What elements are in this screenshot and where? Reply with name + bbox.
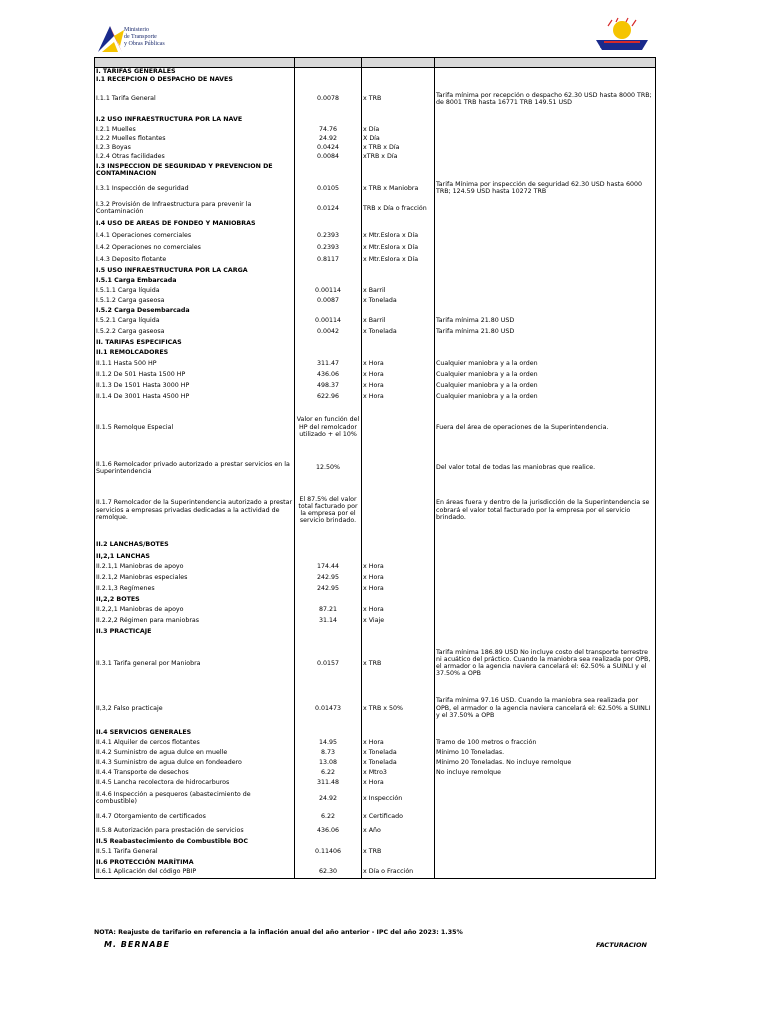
remark-cell <box>435 241 656 253</box>
item-cell: II,2,1 LANCHAS <box>95 551 295 561</box>
remark-cell <box>435 845 656 858</box>
unit-cell <box>362 114 435 125</box>
item-cell: I.2.1 Muelles <box>95 125 295 134</box>
value-cell: 74.76 <box>295 125 362 134</box>
unit-cell: x Hora <box>362 572 435 583</box>
table-row <box>95 178 656 198</box>
remark-cell: En áreas fuera y dentro de la jurisdicción de la Superintendencia se cobrará el valor total facturado por la empresa por el servicio brindado. <box>435 483 656 537</box>
table-row <box>95 561 656 572</box>
item-cell: II.5 Reabastecimiento de Combustible BOC <box>95 837 295 845</box>
item-cell: II.2,2,1 Maniobras de apoyo <box>95 604 295 615</box>
remark-cell: Tarifa mínima 186.89 USD No incluye costo del transporte terrestre ni acuático del práctico. Cuando la maniobra sea realizada por OPB, el armador o la agencia naviera cancelará el: 62.50% a SUINLI y el 37.50% a OPB <box>435 637 656 689</box>
table-row <box>95 265 656 275</box>
table-row <box>95 295 656 305</box>
remark-cell <box>435 285 656 295</box>
unit-cell: x Mtro3 <box>362 767 435 777</box>
table-row <box>95 845 656 858</box>
value-cell <box>295 727 362 737</box>
table-row <box>95 241 656 253</box>
unit-cell <box>362 483 435 537</box>
unit-cell: x Tonelada <box>362 295 435 305</box>
item-cell: II.1.1 Hasta 500 HP <box>95 358 295 369</box>
table-row <box>95 114 656 125</box>
item-cell: I.5.2 Carga Desembarcada <box>95 305 295 315</box>
value-cell: 14.95 <box>295 737 362 747</box>
item-cell: II.4.3 Suministro de agua dulce en fondeadero <box>95 757 295 767</box>
value-cell: 0.0157 <box>295 637 362 689</box>
item-cell: I.5.2.1 Carga líquida <box>95 315 295 325</box>
remark-cell <box>435 727 656 737</box>
table-row <box>95 305 656 315</box>
item-cell: II.1 REMOLCADORES <box>95 347 295 358</box>
unit-cell: x Tonelada <box>362 325 435 337</box>
remark-cell <box>435 253 656 265</box>
remark-cell: Tarifa mínima por recepción o despacho 62.30 USD hasta 8000 TRB; de 8001 TRB hasta 16771 TRB 149.51 USD <box>435 83 656 114</box>
remark-cell <box>435 152 656 161</box>
value-cell: 498.37 <box>295 380 362 391</box>
table-row <box>95 198 656 218</box>
remark-cell: Tarifa Mínima por inspección de seguridad 62.30 USD hasta 6000 TRB; 124.59 USD hasta 10272 TRB <box>435 178 656 198</box>
item-cell: I.5.1.2 Carga gaseosa <box>95 295 295 305</box>
table-row <box>95 604 656 615</box>
remark-cell: Tarifa mínima 97.16 USD. Cuando la maniobra sea realizada por OPB, el armador o la agencia naviera cancelará el: 62.50% a SUINLI y el 37.50% a OPB <box>435 689 656 727</box>
value-cell: 0.0424 <box>295 143 362 152</box>
suinli-ship-logo-icon <box>590 16 654 56</box>
item-cell: II.2.2,2 Régimen para maniobras <box>95 615 295 626</box>
item-cell: I.4.2 Operaciones no comerciales <box>95 241 295 253</box>
value-cell <box>295 305 362 315</box>
value-cell: 311.48 <box>295 777 362 787</box>
remark-cell <box>435 626 656 637</box>
remark-cell <box>435 615 656 626</box>
table-row <box>95 837 656 845</box>
value-cell <box>295 75 362 83</box>
table-row <box>95 583 656 594</box>
item-cell: II.4.5 Lancha recolectora de hidrocarburos <box>95 777 295 787</box>
value-cell: 31.14 <box>295 615 362 626</box>
remark-cell: Tarifa mínima 21.80 USD <box>435 325 656 337</box>
remark-cell <box>435 75 656 83</box>
item-cell: II.1.2 De 501 Hasta 1500 HP <box>95 369 295 380</box>
item-cell: I.5 USO INFRAESTRUCTURA POR LA CARGA <box>95 265 295 275</box>
item-cell: I.1.1 Tarifa General <box>95 83 295 114</box>
table-row <box>95 727 656 737</box>
remark-cell: Del valor total de todas las maniobras que realice. <box>435 452 656 483</box>
remark-cell: Cualquier maniobra y a la orden <box>435 358 656 369</box>
unit-cell: x Barril <box>362 315 435 325</box>
table-row <box>95 615 656 626</box>
value-cell: 13.08 <box>295 757 362 767</box>
remark-cell <box>435 809 656 823</box>
item-cell: II.4.2 Suministro de agua dulce en muelle <box>95 747 295 757</box>
remark-cell <box>435 218 656 229</box>
table-row <box>95 253 656 265</box>
table-row <box>95 787 656 809</box>
item-cell: I.3.2 Provisión de Infraestructura para prevenir la Contaminación <box>95 198 295 218</box>
item-cell: I.3.1 Inspección de seguridad <box>95 178 295 198</box>
unit-cell: x TRB x 50% <box>362 689 435 727</box>
unit-cell <box>362 626 435 637</box>
unit-cell: x Viaje <box>362 615 435 626</box>
item-cell: II.3 PRACTICAJE <box>95 626 295 637</box>
unit-cell <box>362 402 435 452</box>
unit-cell: x Tonelada <box>362 747 435 757</box>
table-row <box>95 452 656 483</box>
item-cell: II.2.1,1 Maniobras de apoyo <box>95 561 295 572</box>
remark-cell <box>435 198 656 218</box>
item-cell: I.5.1 Carga Embarcada <box>95 275 295 285</box>
value-cell: 0.01473 <box>295 689 362 727</box>
table-row <box>95 537 656 551</box>
item-cell: II.4.4 Transporte de desechos <box>95 767 295 777</box>
unit-cell <box>362 68 435 76</box>
unit-cell: x Barril <box>362 285 435 295</box>
unit-cell <box>362 347 435 358</box>
table-row <box>95 747 656 757</box>
table-row <box>95 161 656 178</box>
table-row <box>95 689 656 727</box>
table-row <box>95 391 656 402</box>
value-cell: 242.95 <box>295 572 362 583</box>
remark-cell <box>435 572 656 583</box>
value-cell: 0.00114 <box>295 285 362 295</box>
table-row <box>95 285 656 295</box>
item-cell: II.2 LANCHAS/BOTES <box>95 537 295 551</box>
remark-cell <box>435 337 656 347</box>
remark-cell <box>435 161 656 178</box>
table-row <box>95 125 656 134</box>
table-row <box>95 777 656 787</box>
remark-cell: Tramo de 100 metros o fracción <box>435 737 656 747</box>
item-cell: I.2 USO INFRAESTRUCTURA POR LA NAVE <box>95 114 295 125</box>
value-cell: 622.96 <box>295 391 362 402</box>
value-cell: 8.73 <box>295 747 362 757</box>
inflation-note: NOTA: Reajuste de tarifario en referencia a la inflación anual del año anterior - IPC del año 2023: 1.35% <box>94 929 463 936</box>
unit-cell: xTRB x Día <box>362 152 435 161</box>
table-row <box>95 402 656 452</box>
table-row <box>95 626 656 637</box>
remark-cell <box>435 604 656 615</box>
unit-cell: X Día <box>362 134 435 143</box>
remark-cell <box>435 295 656 305</box>
value-cell: 6.22 <box>295 767 362 777</box>
item-cell: II.1.6 Remolcador privado autorizado a prestar servicios en la Superintendencia <box>95 452 295 483</box>
remark-cell <box>435 787 656 809</box>
remark-cell <box>435 823 656 837</box>
table-row <box>95 637 656 689</box>
value-cell <box>295 858 362 866</box>
value-cell <box>295 265 362 275</box>
value-cell <box>295 114 362 125</box>
item-cell: II.2.1,2 Maniobras especiales <box>95 572 295 583</box>
item-cell: II.5.1 Tarifa General <box>95 845 295 858</box>
remark-cell: Mínimo 10 Toneladas. <box>435 747 656 757</box>
table-row <box>95 347 656 358</box>
unit-cell: x Mtr.Eslora x Día <box>362 253 435 265</box>
value-cell <box>295 218 362 229</box>
remark-cell <box>435 229 656 241</box>
unit-cell: x Hora <box>362 369 435 380</box>
value-cell: 436.06 <box>295 823 362 837</box>
remark-cell <box>435 143 656 152</box>
value-cell: 0.2393 <box>295 229 362 241</box>
value-cell <box>295 347 362 358</box>
header-cell <box>295 58 362 68</box>
table-row <box>95 218 656 229</box>
remark-cell: Cualquier maniobra y a la orden <box>435 391 656 402</box>
unit-cell: x Hora <box>362 380 435 391</box>
value-cell: 0.11406 <box>295 845 362 858</box>
remark-cell <box>435 866 656 878</box>
table-row <box>95 380 656 391</box>
table-row <box>95 866 656 878</box>
ministry-line-2: de Transporte <box>124 34 157 40</box>
unit-cell: x Día <box>362 125 435 134</box>
value-cell: 174.44 <box>295 561 362 572</box>
table-row <box>95 143 656 152</box>
unit-cell <box>362 161 435 178</box>
value-cell: 24.92 <box>295 787 362 809</box>
value-cell: 0.00114 <box>295 315 362 325</box>
value-cell <box>295 551 362 561</box>
value-cell: 0.0124 <box>295 198 362 218</box>
item-cell: II. TARIFAS ESPECIFICAS <box>95 337 295 347</box>
item-cell: II.2.1,3 Regímenes <box>95 583 295 594</box>
unit-cell: TRB x Día o fracción <box>362 198 435 218</box>
table-row <box>95 275 656 285</box>
value-cell: 12.50% <box>295 452 362 483</box>
item-cell: I.1 RECEPCION O DESPACHO DE NAVES <box>95 75 295 83</box>
value-cell: 0.0105 <box>295 178 362 198</box>
value-cell: 6.22 <box>295 809 362 823</box>
table-row <box>95 483 656 537</box>
page-header <box>0 0 768 60</box>
suinli-logo-text: SUINLI <box>600 42 630 50</box>
unit-cell <box>362 551 435 561</box>
item-cell: II.1.4 De 3001 Hasta 4500 HP <box>95 391 295 402</box>
table-row <box>95 369 656 380</box>
item-cell: II,2,2 BOTES <box>95 594 295 604</box>
unit-cell: x TRB <box>362 845 435 858</box>
unit-cell: x TRB <box>362 83 435 114</box>
value-cell: 0.0042 <box>295 325 362 337</box>
item-cell: II.4.1 Alquiler de cercos flotantes <box>95 737 295 747</box>
remark-cell <box>435 275 656 285</box>
item-cell: II,3,2 Falso practicaje <box>95 689 295 727</box>
unit-cell <box>362 537 435 551</box>
value-cell: 0.2393 <box>295 241 362 253</box>
table-row <box>95 83 656 114</box>
item-cell: I.4.3 Deposito flotante <box>95 253 295 265</box>
ministry-logo-text <box>124 27 165 48</box>
value-cell: 0.8117 <box>295 253 362 265</box>
value-cell <box>295 537 362 551</box>
unit-cell: x Inspección <box>362 787 435 809</box>
remark-cell <box>435 594 656 604</box>
ministry-line-1: Ministerio <box>124 27 149 33</box>
remark-cell: Cualquier maniobra y a la orden <box>435 369 656 380</box>
value-cell: 242.95 <box>295 583 362 594</box>
table-row <box>95 823 656 837</box>
header-cell <box>95 58 295 68</box>
unit-cell: x Año <box>362 823 435 837</box>
remark-cell: Tarifa mínima 21.80 USD <box>435 315 656 325</box>
table-row <box>95 767 656 777</box>
table-row <box>95 315 656 325</box>
table-row <box>95 325 656 337</box>
unit-cell <box>362 275 435 285</box>
table-row <box>95 572 656 583</box>
value-cell: 311.47 <box>295 358 362 369</box>
value-cell <box>295 68 362 76</box>
item-cell: I.2.2 Muelles flotantes <box>95 134 295 143</box>
unit-cell: x Hora <box>362 561 435 572</box>
remark-cell <box>435 551 656 561</box>
item-cell: I.5.1.1 Carga líquida <box>95 285 295 295</box>
item-cell: II.6 PROTECCIÓN MARÍTIMA <box>95 858 295 866</box>
value-cell <box>295 275 362 285</box>
table-row <box>95 68 656 76</box>
unit-cell <box>362 75 435 83</box>
ministry-line-3: y Obras Públicas <box>124 41 165 47</box>
remark-cell <box>435 837 656 845</box>
remark-cell <box>435 125 656 134</box>
item-cell: I.4 USO DE AREAS DE FONDEO Y MANIOBRAS <box>95 218 295 229</box>
item-cell: II.4.6 Inspección a pesqueros (abastecimiento de combustible) <box>95 787 295 809</box>
unit-cell <box>362 594 435 604</box>
unit-cell: x TRB <box>362 637 435 689</box>
value-cell: Valor en función del HP del remolcador utilizado + el 10% <box>295 402 362 452</box>
unit-cell: x Hora <box>362 737 435 747</box>
value-cell <box>295 594 362 604</box>
table-row <box>95 337 656 347</box>
signature-name: M. BERNABE <box>104 940 170 949</box>
value-cell: 87.21 <box>295 604 362 615</box>
table-row <box>95 229 656 241</box>
unit-cell <box>362 265 435 275</box>
item-cell: I.2.4 Otras facilidades <box>95 152 295 161</box>
unit-cell: x Mtr.Eslora x Día <box>362 241 435 253</box>
unit-cell: x Día o Fracción <box>362 866 435 878</box>
item-cell: II.1.7 Remolcador de la Superintendencia autorizado a prestar servicios a empresas privadas dedicadas a la actividad de remolque. <box>95 483 295 537</box>
table-row <box>95 551 656 561</box>
remark-cell <box>435 134 656 143</box>
value-cell <box>295 161 362 178</box>
remark-cell: No incluye remolque <box>435 767 656 777</box>
unit-cell <box>362 727 435 737</box>
value-cell: 0.0084 <box>295 152 362 161</box>
value-cell: 62.30 <box>295 866 362 878</box>
table-row <box>95 809 656 823</box>
unit-cell: x Mtr.Eslora x Día <box>362 229 435 241</box>
item-cell: II.1.5 Remolque Especial <box>95 402 295 452</box>
remark-cell: Fuera del área de operaciones de la Superintendencia. <box>435 402 656 452</box>
item-cell: II.1.3 De 1501 Hasta 3000 HP <box>95 380 295 391</box>
item-cell: II.6.1 Aplicación del código PBIP <box>95 866 295 878</box>
unit-cell <box>362 858 435 866</box>
table-row <box>95 152 656 161</box>
unit-cell: x TRB x Día <box>362 143 435 152</box>
unit-cell <box>362 452 435 483</box>
table-header-row <box>95 58 656 68</box>
item-cell: II.4 SERVICIOS GENERALES <box>95 727 295 737</box>
item-cell: I.3 INSPECCION DE SEGURIDAD Y PREVENCION DE CONTAMINACION <box>95 161 295 178</box>
unit-cell: x Certificado <box>362 809 435 823</box>
header-cell <box>435 58 656 68</box>
value-cell: 0.0087 <box>295 295 362 305</box>
remark-cell <box>435 114 656 125</box>
remark-cell: Mínimo 20 Toneladas. No incluye remolque <box>435 757 656 767</box>
item-cell: I. TARIFAS GENERALES <box>95 68 295 76</box>
tariff-table <box>94 57 656 879</box>
table-row <box>95 358 656 369</box>
value-cell: El 87.5% del valor total facturado por la empresa por el servicio brindado. <box>295 483 362 537</box>
remark-cell <box>435 561 656 572</box>
remark-cell <box>435 777 656 787</box>
header-cell <box>362 58 435 68</box>
unit-cell <box>362 837 435 845</box>
table-row <box>95 594 656 604</box>
remark-cell <box>435 265 656 275</box>
item-cell: II.4.7 Otorgamiento de certificados <box>95 809 295 823</box>
unit-cell: x Hora <box>362 358 435 369</box>
remark-cell <box>435 68 656 76</box>
value-cell <box>295 837 362 845</box>
item-cell: I.4.1 Operaciones comerciales <box>95 229 295 241</box>
table-row <box>95 858 656 866</box>
item-cell: II.5.8 Autorización para prestación de servicios <box>95 823 295 837</box>
unit-cell: x Hora <box>362 583 435 594</box>
value-cell <box>295 337 362 347</box>
value-cell <box>295 626 362 637</box>
value-cell: 436.06 <box>295 369 362 380</box>
item-cell: I.2.3 Boyas <box>95 143 295 152</box>
item-cell: I.5.2.2 Carga gaseosa <box>95 325 295 337</box>
unit-cell: x Tonelada <box>362 757 435 767</box>
remark-cell <box>435 305 656 315</box>
unit-cell <box>362 305 435 315</box>
department-label: FACTURACION <box>596 941 647 949</box>
table-row <box>95 75 656 83</box>
remark-cell <box>435 583 656 594</box>
remark-cell: Cualquier maniobra y a la orden <box>435 380 656 391</box>
remark-cell <box>435 537 656 551</box>
table-row <box>95 737 656 747</box>
item-cell: II.3.1 Tarifa general por Maniobra <box>95 637 295 689</box>
unit-cell: x TRB x Maniobra <box>362 178 435 198</box>
unit-cell: x Hora <box>362 604 435 615</box>
remark-cell <box>435 858 656 866</box>
unit-cell <box>362 218 435 229</box>
unit-cell: x Hora <box>362 777 435 787</box>
unit-cell <box>362 337 435 347</box>
table-row <box>95 757 656 767</box>
remark-cell <box>435 347 656 358</box>
value-cell: 0.0078 <box>295 83 362 114</box>
value-cell: 24.92 <box>295 134 362 143</box>
unit-cell: x Hora <box>362 391 435 402</box>
table-row <box>95 134 656 143</box>
